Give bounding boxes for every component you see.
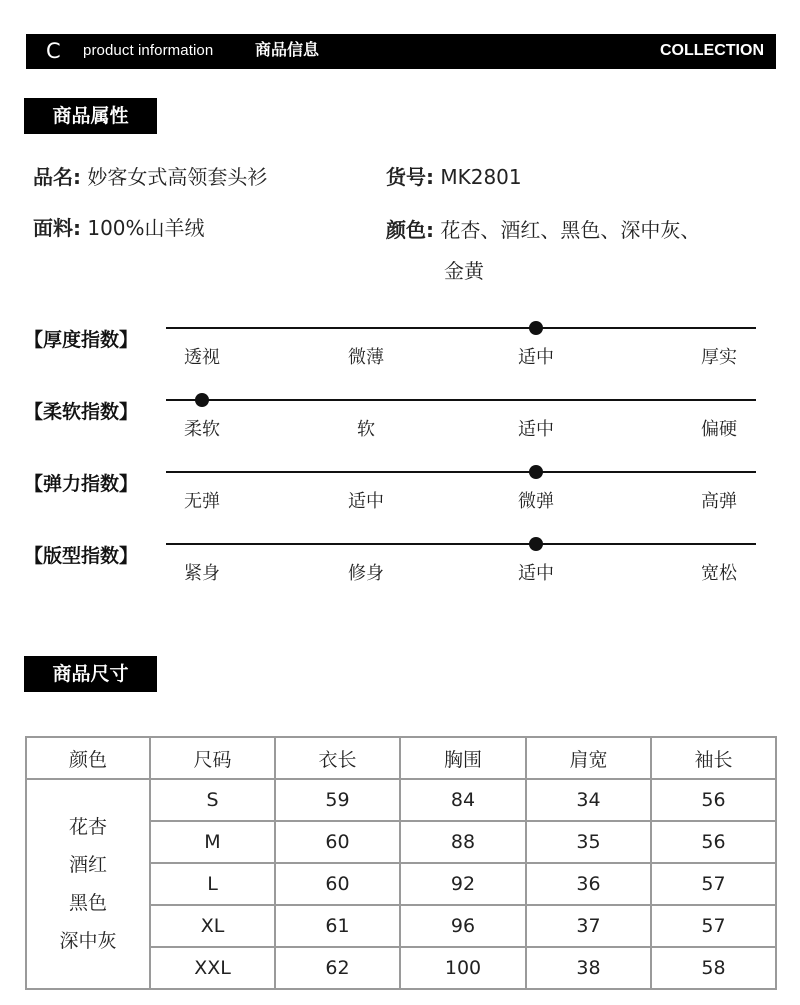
- table-cell: 60: [275, 863, 400, 905]
- attr-product-name: [33, 162, 267, 192]
- size-table-header: 尺码: [150, 737, 275, 779]
- size-section-label: 商品尺寸: [24, 656, 157, 692]
- index-title: 【版型指数】: [24, 545, 139, 567]
- attr-sku-key: 货号:: [386, 165, 434, 189]
- index-option: 无弹: [184, 491, 220, 512]
- size-table-header-row: [26, 737, 776, 779]
- table-cell: 37: [526, 905, 651, 947]
- attr-color-key: 颜色:: [386, 218, 434, 242]
- attr-fabric: [33, 213, 205, 243]
- size-table-colors-cell: [26, 779, 150, 989]
- table-cell: S: [150, 779, 275, 821]
- table-cell: 60: [275, 821, 400, 863]
- index-option: 微弹: [518, 491, 554, 512]
- table-cell: 88: [400, 821, 526, 863]
- index-option: 宽松: [701, 563, 737, 584]
- index-option: 适中: [518, 419, 554, 440]
- index-option: 偏硬: [701, 419, 737, 440]
- index-option: 修身: [348, 563, 384, 584]
- index-title: 【厚度指数】: [24, 329, 139, 351]
- index-marker-dot: [195, 393, 209, 407]
- index-option: 适中: [518, 347, 554, 368]
- size-table-header: 衣长: [275, 737, 400, 779]
- table-cell: 57: [651, 905, 776, 947]
- header-bar: [26, 34, 776, 69]
- attr-fabric-value: 100%山羊绒: [87, 216, 205, 240]
- size-table-header: 袖长: [651, 737, 776, 779]
- table-row: [26, 779, 776, 821]
- table-cell: L: [150, 863, 275, 905]
- table-cell: M: [150, 821, 275, 863]
- header-en-title: product information: [83, 42, 214, 59]
- index-option: 紧身: [184, 563, 220, 584]
- attr-color-value-line2: 金黄: [444, 259, 484, 283]
- index-scale-line: [166, 327, 756, 329]
- index-option: 厚实: [701, 347, 737, 368]
- table-cell: 100: [400, 947, 526, 989]
- attr-color-value-line1: 花杏、酒红、黑色、深中灰、: [440, 218, 701, 242]
- table-cell: 62: [275, 947, 400, 989]
- attr-color-continued: [444, 256, 484, 286]
- index-option: 适中: [518, 563, 554, 584]
- index-option: 透视: [184, 347, 220, 368]
- index-option: 高弹: [701, 491, 737, 512]
- table-cell: 92: [400, 863, 526, 905]
- index-option: 微薄: [348, 347, 384, 368]
- attr-product-name-value: 妙客女式高领套头衫: [87, 165, 268, 189]
- table-cell: 96: [400, 905, 526, 947]
- table-cell: 34: [526, 779, 651, 821]
- brand-logo-icon: C: [46, 39, 61, 63]
- attr-sku-value: MK2801: [440, 165, 522, 189]
- color-name: 深中灰: [59, 930, 117, 952]
- index-scale-line: [166, 399, 756, 401]
- index-marker-dot: [529, 537, 543, 551]
- attr-color: [386, 215, 700, 245]
- size-table-header: 颜色: [26, 737, 150, 779]
- table-cell: XXL: [150, 947, 275, 989]
- index-title: 【弹力指数】: [24, 473, 139, 495]
- table-cell: 58: [651, 947, 776, 989]
- size-table: [25, 736, 777, 990]
- table-cell: 56: [651, 821, 776, 863]
- index-scale-line: [166, 471, 756, 473]
- index-marker-dot: [529, 321, 543, 335]
- table-cell: 84: [400, 779, 526, 821]
- index-option: 软: [357, 419, 375, 440]
- color-name: 花杏: [68, 816, 107, 838]
- table-cell: 59: [275, 779, 400, 821]
- table-cell: 61: [275, 905, 400, 947]
- index-scale-line: [166, 543, 756, 545]
- index-title: 【柔软指数】: [24, 401, 139, 423]
- attr-product-name-key: 品名:: [33, 165, 81, 189]
- attributes-section-label: 商品属性: [24, 98, 157, 134]
- index-marker-dot: [529, 465, 543, 479]
- table-cell: 56: [651, 779, 776, 821]
- table-cell: 38: [526, 947, 651, 989]
- index-option: 适中: [348, 491, 384, 512]
- table-cell: XL: [150, 905, 275, 947]
- index-option: 柔软: [184, 419, 220, 440]
- color-name: 黑色: [68, 892, 107, 914]
- size-table-header: 肩宽: [526, 737, 651, 779]
- table-cell: 36: [526, 863, 651, 905]
- table-cell: 35: [526, 821, 651, 863]
- attr-fabric-key: 面料:: [33, 216, 81, 240]
- color-name: 酒红: [68, 854, 107, 876]
- table-cell: 57: [651, 863, 776, 905]
- attr-sku: [386, 162, 522, 192]
- header-collection-label: COLLECTION: [660, 42, 764, 59]
- size-table-header: 胸围: [400, 737, 526, 779]
- header-cn-title: 商品信息: [255, 40, 320, 59]
